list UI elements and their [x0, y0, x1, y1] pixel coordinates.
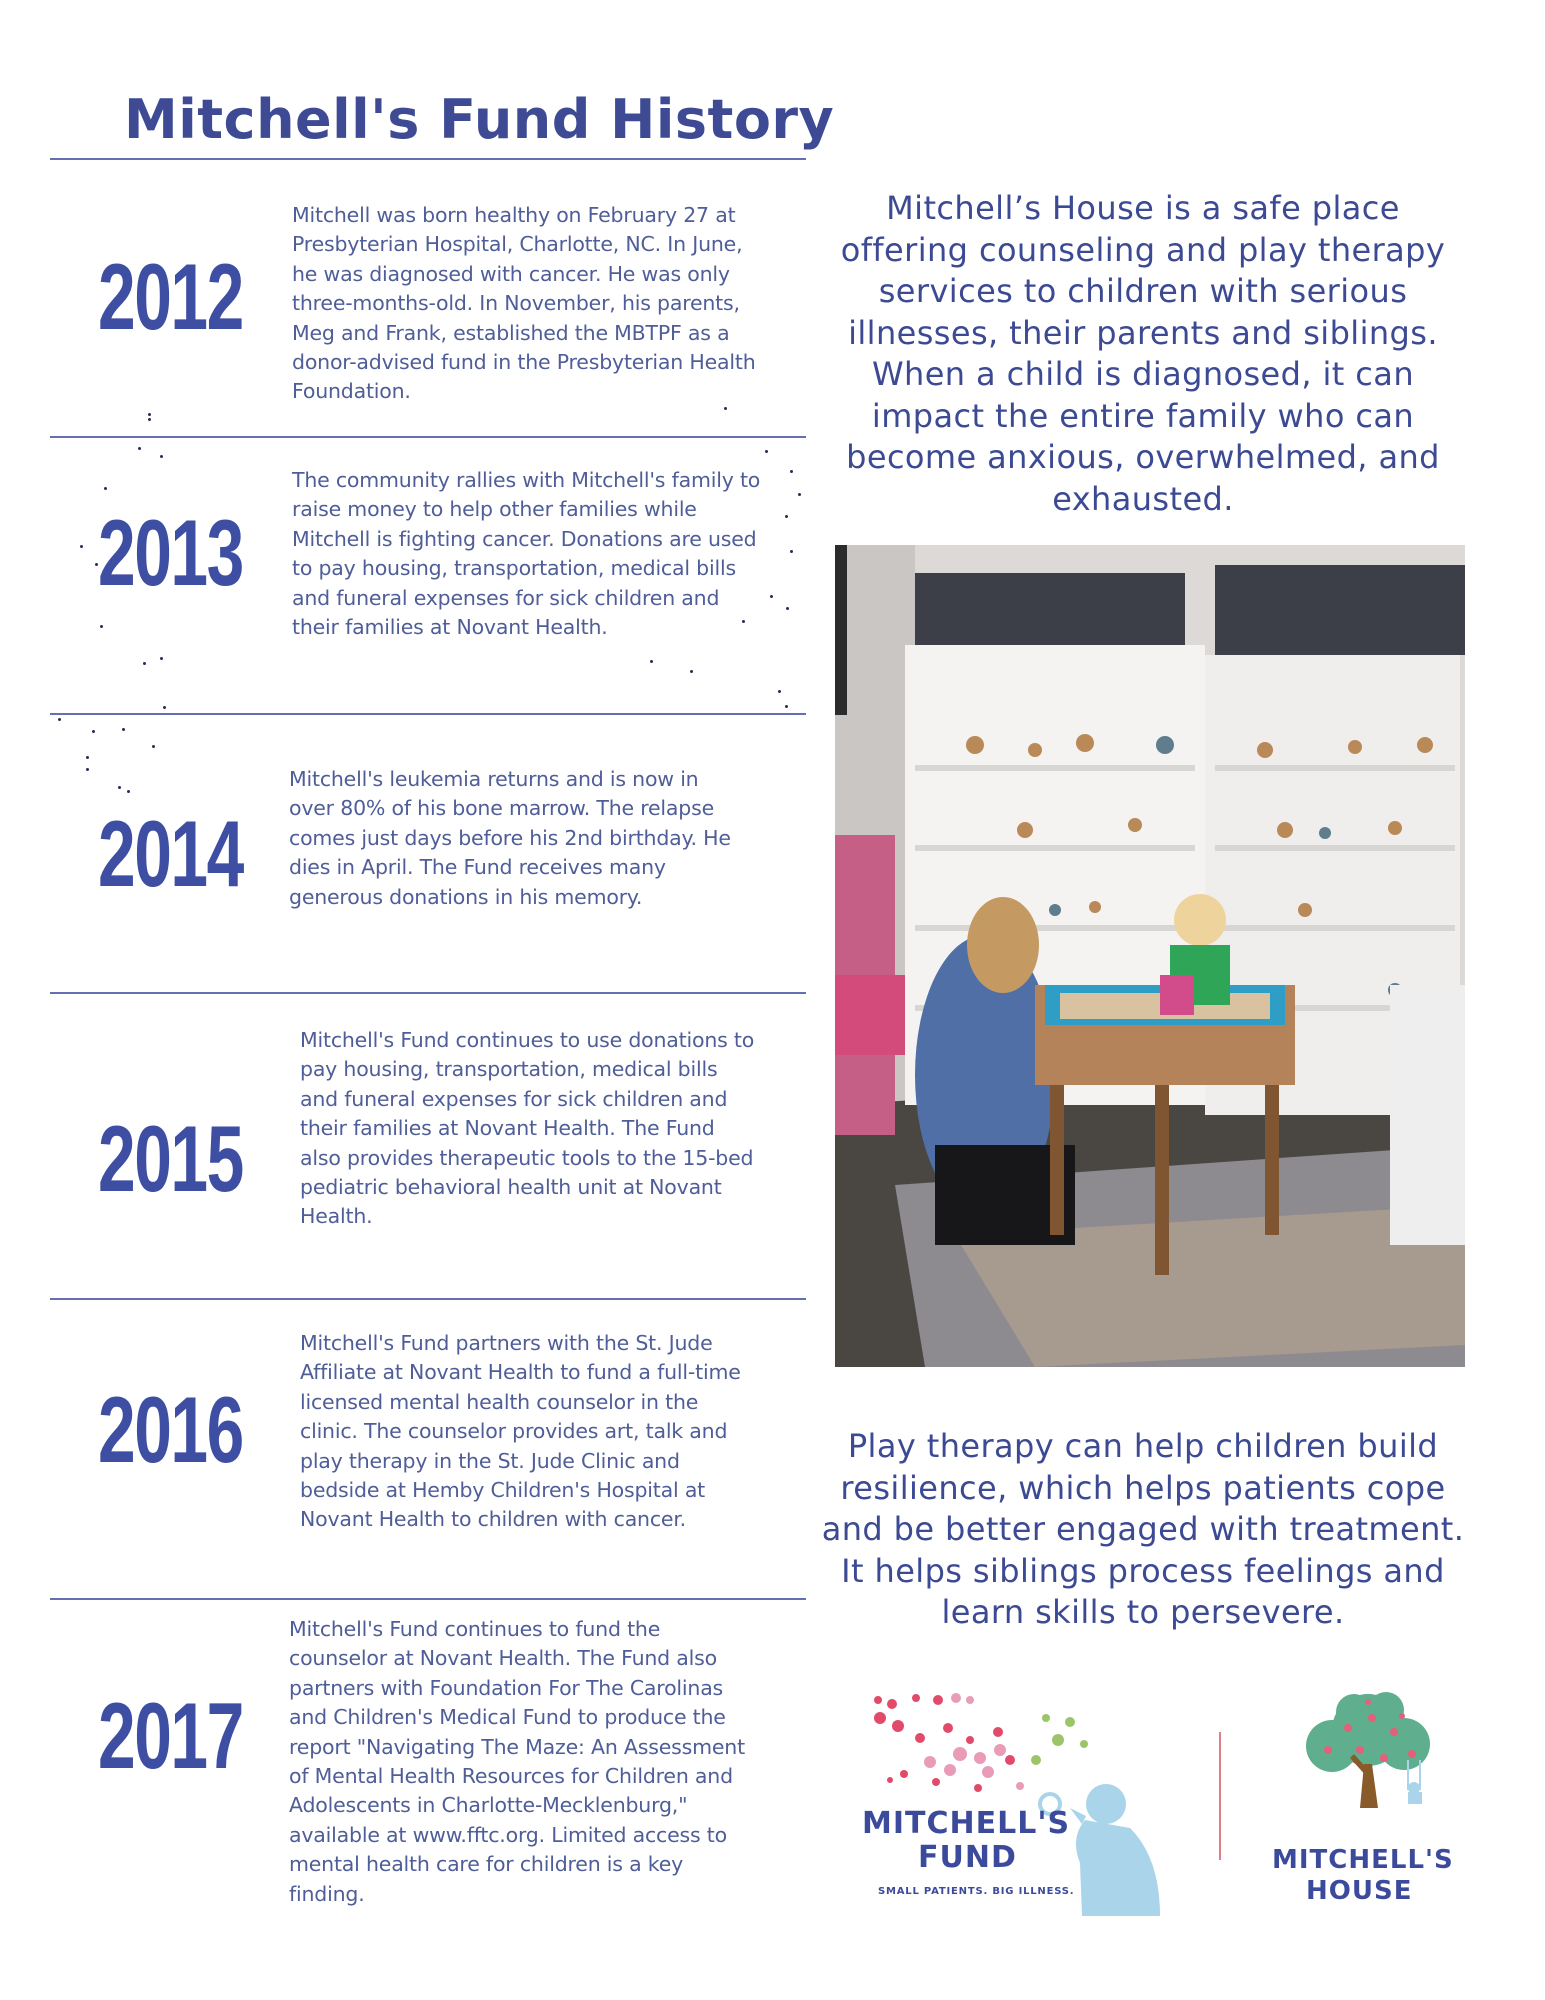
timeline-entry-2012: Mitchell was born healthy on February 27 at Presbyterian Hospital, Charlotte, NC. In June, he was diagnosed with cancer. He was only three-months-old. In November, his parents, Meg and Frank, established the MBTPF as a donor-advised fund in the Presbyterian Health Foundation. [292, 203, 756, 404]
year-2015: 2015 [98, 1106, 243, 1211]
timeline-entry-2016: Mitchell's Fund partners with the St. Jude Affiliate at Novant Health to fund a full-time licensed mental health counselor in the clinic. The counselor provides art, talk and play therapy in the St. Jude Clinic and bedside at Hemby Children's Hospital at Novant Health to children with cancer. [300, 1331, 741, 1532]
house-logo-line2: HOUSE [1306, 1876, 1413, 1906]
page-title: Mitchell's Fund History [124, 88, 835, 151]
divider [50, 992, 806, 994]
bubble-child-icon [860, 1688, 1180, 1916]
timeline-entry-2013: The community rallies with Mitchell's family to raise money to help other families while Mitchell is fighting cancer. Donations are used to pay housing, transportation, medical bills and funeral expenses for sick children and their families at Novant Health. [292, 468, 761, 640]
play-therapy-room-photo [835, 545, 1465, 1367]
divider [50, 713, 806, 715]
fund-logo-line1: MITCHELL'S [862, 1806, 1071, 1841]
mitchells-house-description: Mitchell’s House is a safe place offering counseling and play therapy services to children with serious illnesses, their parents and siblings. When a child is diagnosed, it can impact the entire family who can become anxious, overwhelmed, and exhausted. [840, 189, 1446, 518]
timeline-entry-2017: Mitchell's Fund continues to fund the counselor at Novant Health. The Fund also partners with Foundation For The Carolinas and Children's Medical Fund to produce the report "Navigating The Maze: An Assessment of Mental Health Resources for Children and Adolescents in Charlotte-Mecklenburg," available at www.fftc.org. Limited access to mental health care for children is a key finding. [289, 1617, 745, 1906]
tree-swing-icon [1268, 1688, 1468, 1828]
house-logo-line1: MITCHELL'S [1272, 1845, 1454, 1875]
divider [50, 1598, 806, 1600]
year-2016: 2016 [98, 1377, 243, 1482]
fund-logo-line2: FUND [918, 1840, 1017, 1875]
year-2013: 2013 [98, 500, 243, 605]
play-therapy-benefits: Play therapy can help children build resilience, which helps patients cope and be better engaged with treatment. It helps siblings process feelings and learn skills to persevere. [821, 1427, 1465, 1631]
year-2017: 2017 [98, 1683, 243, 1788]
year-2012: 2012 [98, 244, 243, 349]
timeline-entry-2015: Mitchell's Fund continues to use donations to pay housing, transportation, medical bills and funeral expenses for sick children and their families at Novant Health. The Fund also provides therapeutic tools to the 15-bed pediatric behavioral health unit at Novant Health. [300, 1028, 755, 1229]
title-underline [50, 158, 806, 160]
divider [50, 1298, 806, 1300]
divider [50, 436, 806, 438]
year-2014: 2014 [98, 801, 243, 906]
mitchells-fund-logo [860, 1688, 1180, 1916]
mitchells-house-logo [1268, 1688, 1468, 1916]
timeline-entry-2014: Mitchell's leukemia returns and is now in over 80% of his bone marrow. The relapse comes just days before his 2nd birthday. He dies in April. The Fund receives many generous donations in his memory. [289, 767, 731, 909]
logo-divider [1219, 1732, 1221, 1860]
fund-logo-tagline: SMALL PATIENTS. BIG ILLNESS. [878, 1886, 1075, 1897]
